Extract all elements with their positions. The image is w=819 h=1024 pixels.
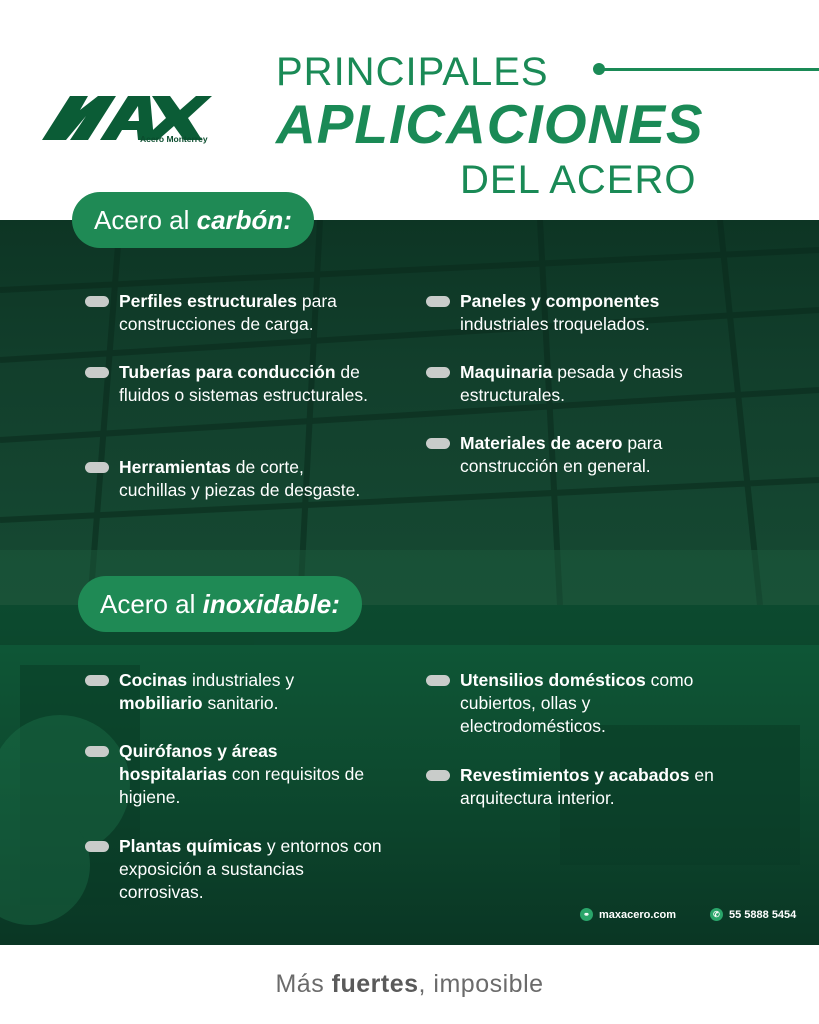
pill-bullet-icon (85, 296, 109, 307)
carbon-item: Tuberías para conducción de fluidos o sistemas estructurales. (119, 361, 409, 407)
pill-bullet-icon (85, 675, 109, 686)
phone-text: 55 5888 5454 (729, 908, 797, 921)
title-divider (598, 68, 819, 71)
pill-bullet-icon (426, 296, 450, 307)
phone-icon: ✆ (710, 908, 723, 921)
website-contact[interactable] (580, 908, 676, 921)
globe-icon: ⚭ (580, 908, 593, 921)
carbon-section (0, 220, 819, 605)
title-line-3: DEL ACERO (460, 158, 697, 202)
inox-item: Revestimientos y acabados en arquitectura interior. (460, 764, 730, 810)
pill-bullet-icon (426, 367, 450, 378)
pill-bullet-icon (85, 367, 109, 378)
factory-background (0, 220, 819, 605)
inox-item: Quirófanos y áreas hospitalarias con requisitos de higiene. (119, 740, 369, 809)
title-line-2: APLICACIONES (276, 93, 704, 155)
carbon-item: Paneles y componentes industriales troquelados. (460, 290, 750, 336)
carbon-item: Perfiles estructurales para construcciones de carga. (119, 290, 409, 336)
pill-bullet-icon (426, 770, 450, 781)
website-text: maxacero.com (599, 908, 677, 921)
title-line-1: PRINCIPALES (276, 50, 549, 94)
pill-bullet-icon (85, 841, 109, 852)
carbon-item: Maquinaria pesada y chasis estructurales. (460, 361, 750, 407)
pill-bullet-icon (85, 746, 109, 757)
carbon-item: Materiales de acero para construcción en general. (460, 432, 750, 478)
inox-item: Cocinas industriales y mobiliario sanitario. (119, 669, 369, 715)
carbon-item: Herramientas de corte, cuchillas y piezas de desgaste. (119, 456, 369, 502)
pill-bullet-icon (426, 438, 450, 449)
inox-label: Acero al inoxidable: (78, 576, 362, 632)
pill-bullet-icon (85, 462, 109, 473)
carbon-label: Acero al carbón: (72, 192, 314, 248)
inox-item: Utensilios domésticos como cubiertos, ollas y electrodomésticos. (460, 669, 720, 738)
phone-contact[interactable] (710, 908, 796, 921)
slogan: Más fuertes, imposible (275, 970, 544, 998)
pill-bullet-icon (426, 675, 450, 686)
header (0, 0, 819, 220)
inox-item: Plantas químicas y entornos con exposición a sustancias corrosivas. (119, 835, 389, 904)
logo-subtitle: Acero Monterrey (140, 134, 208, 144)
